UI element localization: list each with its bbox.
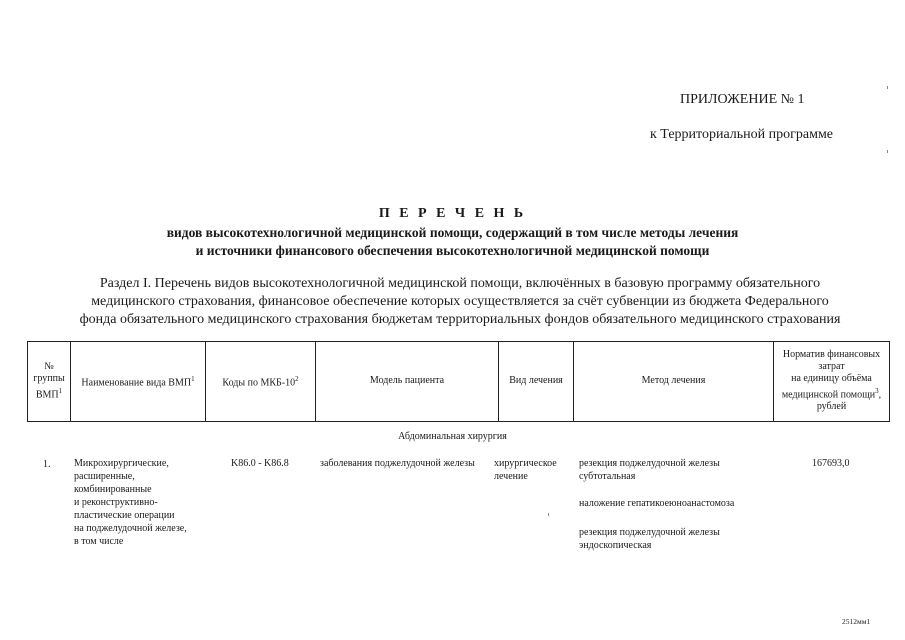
header-patient-model [316,341,498,421]
header-cost-line-1: Норматив финансовых [782,348,881,360]
row-method-line: резекция поджелудочной железы [579,458,720,469]
section-line-3: фонда обязательного медицинского страхования бюджетам территориальных фондов обязательного медицинского страхования [79,312,841,327]
row-vmp-name-line: комбинированные [74,484,152,495]
scan-speck [548,513,549,516]
header-cost-line-4-text: медицинской помощи [781,389,876,401]
row-treatment-type-line: лечение [494,471,528,482]
row-method-line: резекция поджелудочной железы [579,527,720,538]
row-number: 1. [43,459,51,470]
footer-stamp: 2512мм1 [842,617,871,626]
header-vmp-name [71,341,205,421]
title-line-1: видов высокотехнологичной медицинской помощи, содержащий в том числе методы лечения [166,225,739,240]
header-group-number-line-3 [33,385,64,401]
header-cost-line-4 [774,385,889,413]
footnote-mark: 2 [295,374,299,383]
header-icd-codes [206,341,315,421]
header-group-number-line-2: группы [33,372,65,384]
margin-mark [887,150,888,153]
section-line-2: медицинского страхования, финансовое обеспечение которых осуществляется за счёт субвенции из бюджета Федерального [91,294,829,309]
title-line-2: и источники финансового обеспечения высокотехнологичной медицинской помощи [195,243,710,258]
row-vmp-name [74,457,187,548]
header-treatment-type [499,341,573,421]
row-icd-codes: K86.0 - K86.8 [231,458,289,469]
row-method-3 [579,526,720,552]
row-method-line: субтотальная [579,471,636,482]
row-method-1 [579,457,720,483]
row-vmp-name-line: и реконструктивно- [74,497,158,508]
header-group-number [28,341,70,421]
row-treatment-type-line: хирургическое [494,458,557,469]
row-method-2 [579,497,734,510]
row-vmp-name-line: расширенные, [74,471,135,482]
header-cost-line-4-suffix: , рублей [816,389,882,413]
section-heading [40,275,880,329]
header-group-number-text: ВМП [35,389,59,401]
header-group-number-line-1: № [44,360,54,372]
row-cost: 167693,0 [812,458,850,469]
appendix-label: ПРИЛОЖЕНИЕ № 1 [680,92,805,107]
footnote-mark: 3 [875,386,879,395]
group-heading: Абдоминальная хирургия [398,431,507,442]
footnote-mark: 1 [58,386,63,395]
row-treatment-type [494,457,557,483]
row-vmp-name-line: пластические операции [74,510,175,521]
header-cost-line-3: на единицу объёма [791,372,872,384]
header-treatment-method [574,341,773,421]
row-patient-model: заболевания поджелудочной железы [320,458,475,469]
header-cost-line-2: затрат [818,360,845,372]
footnote-mark: 1 [191,374,195,383]
row-vmp-name-line: в том числе [74,536,124,547]
header-cost-standard [774,341,889,421]
row-method-line: наложение гепатикоеюноанастомоза [579,498,735,509]
header-treatment-method-text: Метод лечения [641,375,706,386]
header-treatment-type-text: Вид лечения [509,375,563,386]
header-icd-codes-text: Коды по МКБ-10 [222,377,296,389]
section-line-1: Раздел I. Перечень видов высокотехнологичной медицинской помощи, включённых в базовую программу обязательного [99,276,821,291]
row-method-line: эндоскопическая [579,540,652,551]
row-vmp-name-line: Микрохирургические, [74,458,169,469]
document-title: П Е Р Е Ч Е Н Ь [378,206,527,221]
row-vmp-name-line: на поджелудочной железе, [74,523,187,534]
margin-mark [887,86,888,89]
program-reference: к Территориальной программе [650,127,834,142]
header-patient-model-text: Модель пациента [369,375,445,386]
header-vmp-name-text: Наименование вида ВМП [81,377,192,389]
